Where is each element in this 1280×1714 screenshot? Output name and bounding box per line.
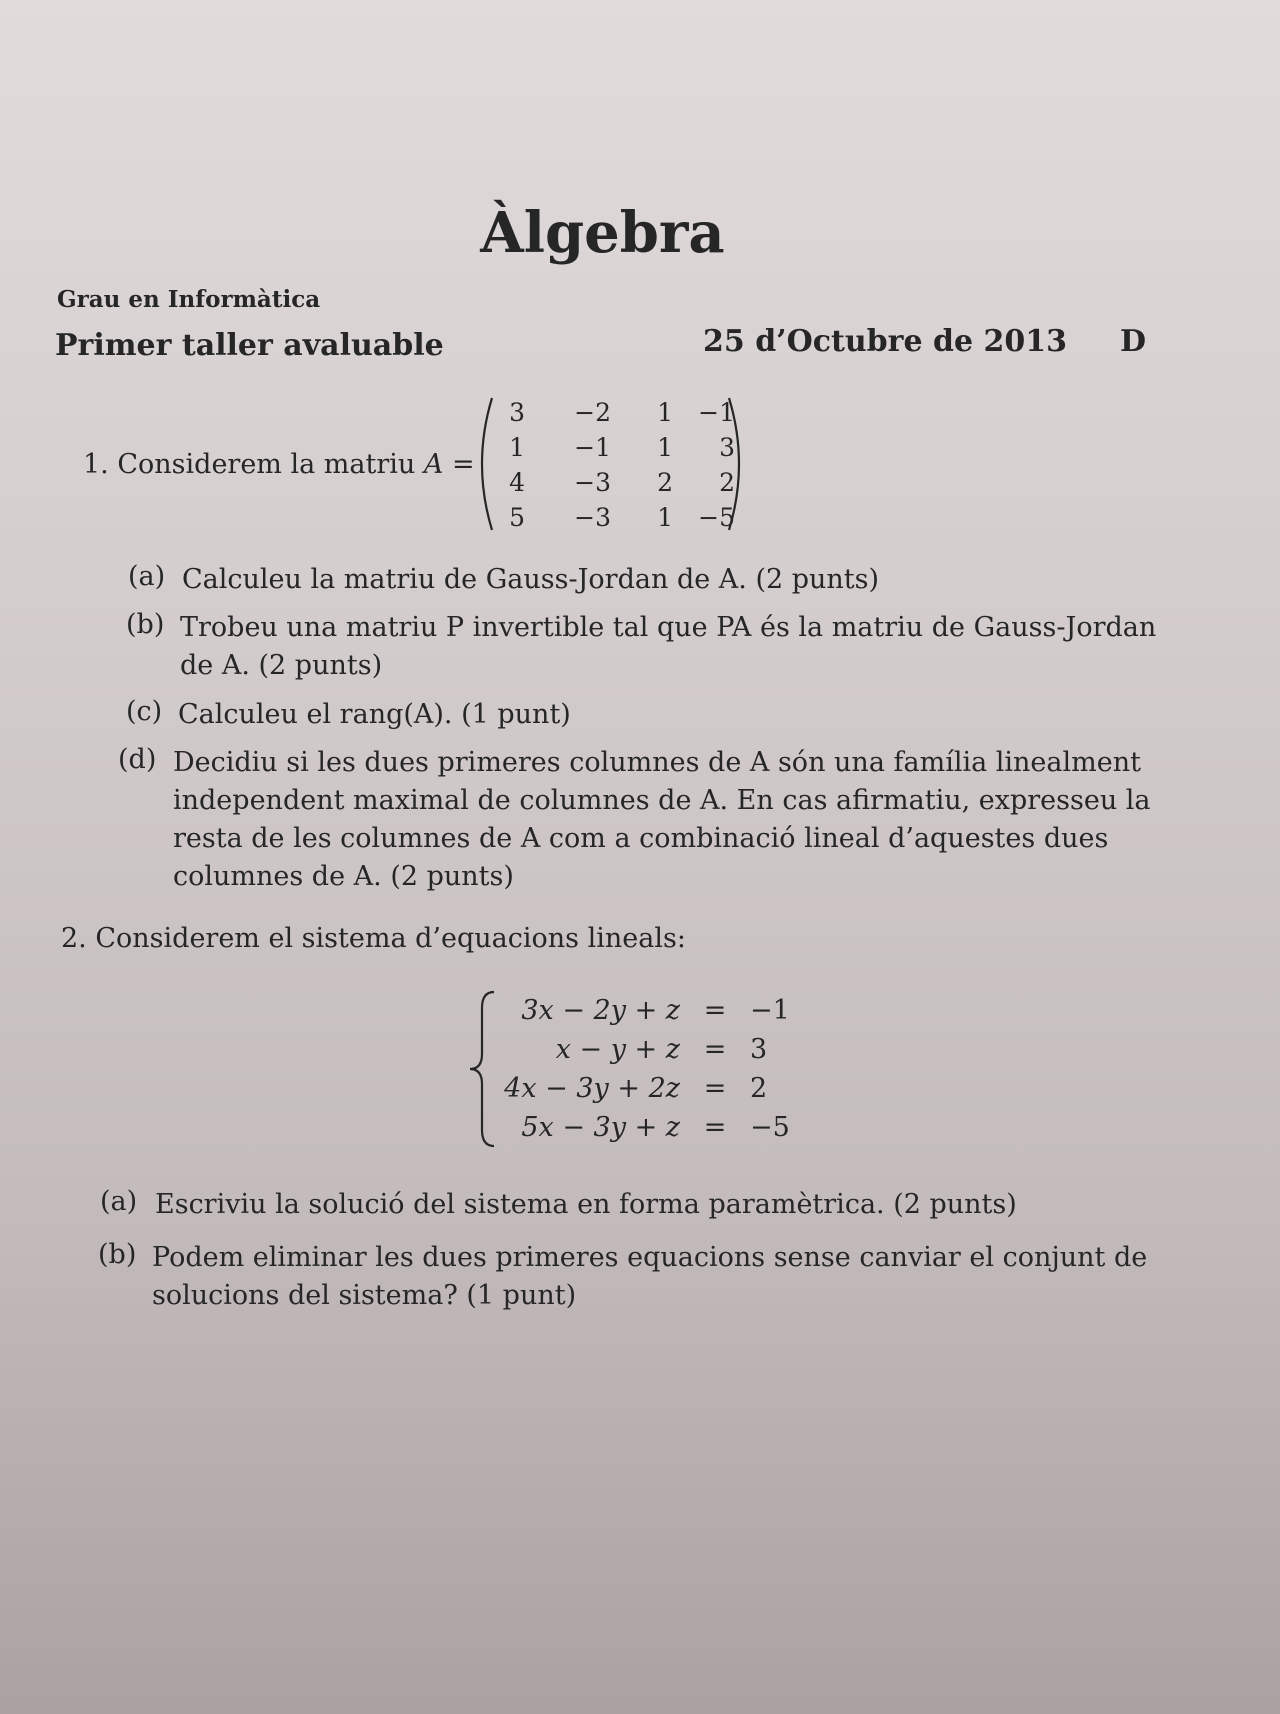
matrix-left-paren: [470, 396, 496, 532]
equation-lhs: 3x − 2y + z: [521, 995, 680, 1026]
equals-sign: =: [451, 449, 475, 480]
matrix-cell: 1: [509, 433, 525, 462]
problem1-intro-text: Considerem la matriu: [117, 449, 416, 480]
equation-rhs: −1: [750, 995, 790, 1026]
part-label: (a): [128, 561, 166, 592]
matrix-a: [500, 395, 735, 535]
part-label: (b): [98, 1239, 137, 1270]
matrix-cell: 2: [657, 468, 673, 497]
matrix-cell: −5: [698, 503, 735, 532]
equation-lhs: 4x − 3y + 2z: [504, 1073, 680, 1104]
part-label: (a): [100, 1186, 138, 1217]
part-text: Trobeu una matriu P invertible tal que PA és la matriu de Gauss-Jordan de A. (2 punts): [180, 612, 1157, 681]
equation-rhs: −5: [750, 1112, 790, 1143]
equation-equals: =: [703, 1034, 727, 1065]
matrix-cell: 4: [509, 468, 525, 497]
matrix-cell: 3: [719, 433, 735, 462]
matrix-cell: 1: [657, 398, 673, 427]
matrix-cell: 1: [657, 433, 673, 462]
equation-row: [500, 991, 810, 1030]
part-label: (d): [118, 744, 157, 775]
exam-date: 25 d’Octubre de 2013: [703, 324, 1067, 359]
equation-equals: =: [703, 995, 727, 1026]
matrix-cell: 5: [509, 503, 525, 532]
exam-version: D: [1120, 324, 1147, 359]
matrix-row: [500, 395, 735, 430]
equation-lhs: 5x − 3y + z: [521, 1112, 680, 1143]
matrix-name: A: [423, 449, 444, 480]
matrix-cell: −1: [574, 433, 611, 462]
matrix-cell: −3: [574, 468, 611, 497]
part-text: Escriviu la solució del sistema en forma paramètrica. (2 punts): [155, 1189, 1017, 1220]
system-brace: [466, 990, 500, 1148]
part-text: Calculeu la matriu de Gauss-Jordan de A. (2 punts): [182, 564, 880, 595]
matrix-row: [500, 500, 735, 535]
equation-row: [500, 1069, 810, 1108]
part-text: Podem eliminar les dues primeres equacions sense canviar el conjunt de solucions del sistema? (1 punt): [152, 1242, 1148, 1311]
equation-equals: =: [703, 1112, 727, 1143]
matrix-row: [500, 430, 735, 465]
matrix-row: [500, 465, 735, 500]
problem1-number: 1.: [83, 449, 109, 480]
matrix-cell: 1: [657, 503, 673, 532]
problem2-intro: [61, 923, 686, 954]
part-text: Calculeu el rang(A). (1 punt): [178, 699, 571, 730]
equation-row: [500, 1030, 810, 1069]
part-label: (c): [126, 696, 163, 727]
page-title: Àlgebra: [480, 200, 725, 266]
problem1-intro: [83, 449, 475, 480]
equation-equals: =: [703, 1073, 727, 1104]
problem2-intro-text: Considerem el sistema d’equacions lineals:: [95, 923, 686, 954]
matrix-cell: −3: [574, 503, 611, 532]
equation-row: [500, 1108, 810, 1147]
part-label: (b): [126, 609, 165, 640]
equation-lhs: x − y + z: [555, 1034, 680, 1065]
matrix-cell: 2: [719, 468, 735, 497]
equation-rhs: 3: [750, 1034, 768, 1065]
exam-name: Primer taller avaluable: [55, 328, 444, 363]
degree-name: Grau en Informàtica: [57, 286, 321, 313]
problem2-number: 2.: [61, 923, 87, 954]
matrix-cell: 3: [509, 398, 525, 427]
part-text: Decidiu si les dues primeres columnes de A són una família linealment independent maximal de columnes de A. En cas afirmatiu, expresseu la resta de les columnes de A com a combinació lineal d’aquestes dues columnes de A. (2 punts): [173, 747, 1151, 892]
matrix-cell: −2: [574, 398, 611, 427]
equation-rhs: 2: [750, 1073, 768, 1104]
matrix-cell: −1: [698, 398, 735, 427]
equation-system: [500, 991, 810, 1147]
